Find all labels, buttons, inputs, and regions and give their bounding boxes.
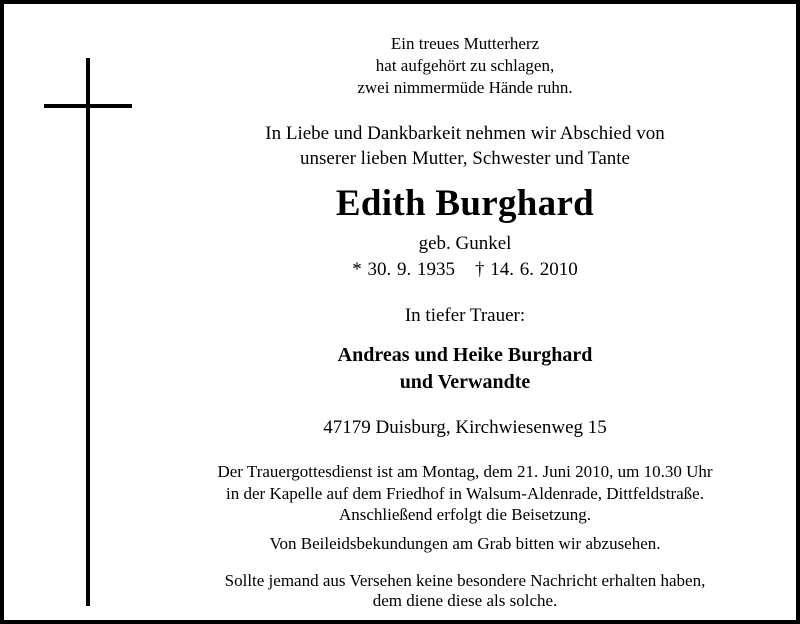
verse-line-2: hat aufgehört zu schlagen, [375,56,555,75]
service-line-3: Anschließend erfolgt die Beisetzung. [338,505,592,524]
life-dates [134,259,796,281]
mourner-line-1: Andreas und Heike Burghard [337,344,593,366]
death-date: † 14. 6. 2010 [475,259,578,280]
birth-name: geb. Gunkel [418,233,512,254]
mourning-label: In tiefer Trauer: [404,305,526,326]
closing-line-1: Sollte jemand aus Versehen keine besondere Nachricht erhalten haben, [224,571,706,590]
deceased-name: Edith Burghard [335,183,595,224]
intro-line-1: In Liebe und Dankbarkeit nehmen wir Abschied von [265,123,665,144]
cross-vertical-bar [86,58,90,606]
cross-icon [44,58,132,606]
verse-line-1: Ein treues Mutterherz [390,34,540,53]
intro-line-2: unserer lieben Mutter, Schwester und Tante [300,148,630,169]
verse-line-3: zwei nimmermüde Hände ruhn. [357,78,573,97]
service-line-1: Der Trauergottesdienst ist am Montag, dem 21. Juni 2010, um 10.30 Uhr [217,462,713,481]
mourner-line-2: und Verwandte [399,371,531,393]
mourner-address: 47179 Duisburg, Kirchwiesenweg 15 [323,417,607,438]
birth-date: * 30. 9. 1935 [352,259,455,280]
closing-line-2: dem diene diese als solche. [372,591,558,610]
cross-horizontal-bar [44,104,132,108]
service-line-2: in der Kapelle auf dem Friedhof in Walsum-Aldenrade, Dittfeldstraße. [226,484,704,503]
condolence-note: Von Beileidsbekundungen am Grab bitten wir abzusehen. [269,534,661,553]
